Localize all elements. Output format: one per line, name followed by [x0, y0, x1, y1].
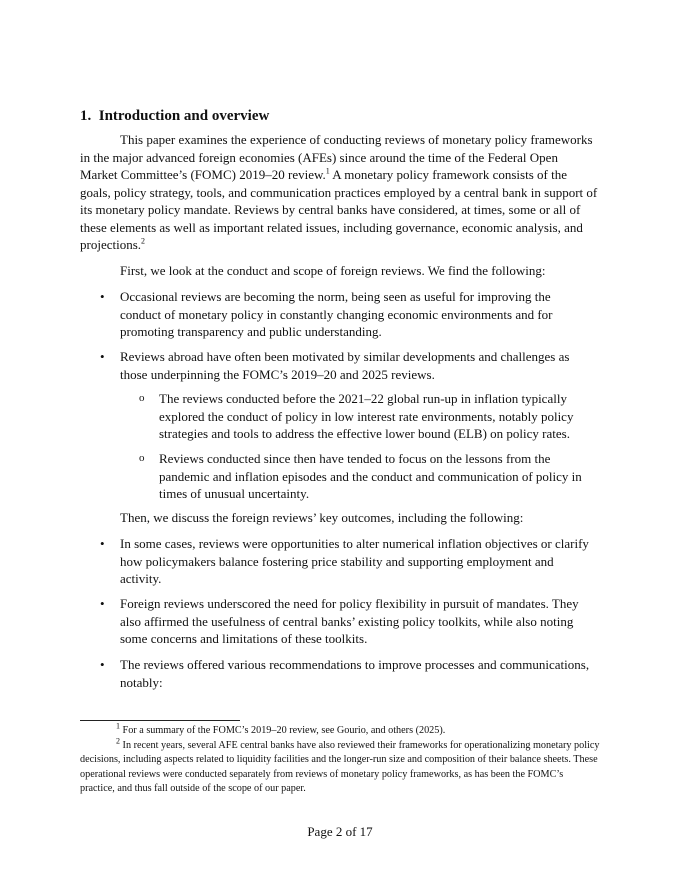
intro-paragraph	[80, 131, 598, 254]
bullet-icon: •	[100, 289, 105, 304]
bullet-icon: •	[100, 596, 105, 611]
bullet-icon: •	[100, 657, 105, 672]
footnote-text: For a summary of the FOMC’s 2019–20 review, see Gourio, and others (2025).	[122, 725, 446, 736]
footnotes	[80, 721, 600, 797]
intro-text: This paper examines the experience of conducting reviews of monetary policy frameworks in the major advanced foreign economies (AFEs) since around the time of the Federal Open Market Committee’s (FOMC) 2019–20 review.	[80, 132, 593, 182]
sub-bullet-text: Reviews conducted since then have tended to focus on the lessons from the pandemic and inflation episodes and the conduct and communication of policy in times of unusual uncertainty.	[159, 451, 582, 501]
section-number: 1.	[80, 108, 92, 124]
bullet-text: The reviews offered various recommendations to improve processes and communications, notably:	[120, 657, 590, 690]
footnote-ref-2[interactable]: 2	[141, 236, 146, 246]
bullet-text: Reviews abroad have often been motivated by similar developments and challenges as those underpinning the FOMC’s 2019–20 and 2025 reviews.	[120, 349, 570, 382]
section-heading	[80, 108, 269, 125]
footnote-number: 1	[116, 721, 120, 731]
bullet-icon: •	[100, 349, 105, 364]
footnote-divider	[80, 720, 240, 721]
bullet-text: Foreign reviews underscored the need for policy flexibility in pursuit of mandates. They also affirmed the usefulness of central banks’ existing policy toolkits, while also noting some concerns and limitations of these toolkits.	[120, 596, 579, 646]
bullet-text: In some cases, reviews were opportunities to alter numerical inflation objectives or clarify how policymakers balance fostering price stability and supporting employment and activity.	[120, 536, 589, 586]
footnote-text: In recent years, several AFE central banks have also reviewed their frameworks for operationalizing monetary policy decisions, including aspects related to liquidity facilities and the longer-run size and composition of their balance sheets. These operational reviews were conducted separately from reviews of monetary policy frameworks, as has been the FOMC’s practice, and thus fall outside of the scope of our paper.	[80, 739, 600, 795]
sub-bullet-icon: o	[139, 452, 145, 464]
intro-text-continued: A monetary policy framework consists of the goals, policy strategy, tools, and communication practices employed by a central bank in support of its monetary policy mandate. Reviews by central banks have considered, at times, some or all of these elements as well as important related issues, including governance, economic analysis, and projections.	[80, 167, 598, 252]
footnote-number: 2	[116, 736, 120, 746]
outcomes-intro-paragraph: Then, we discuss the foreign reviews’ key outcomes, including the following:	[120, 510, 524, 525]
section-title: Introduction and overview	[98, 108, 270, 124]
bullet-icon: •	[100, 536, 105, 551]
sub-bullet-text: The reviews conducted before the 2021–22 global run-up in inflation typically explored the conduct of policy in low interest rate environments, notably policy strategies and tools to address the effective lower bound (ELB) on policy rates.	[159, 391, 574, 441]
footnote-1	[80, 721, 600, 739]
page-number: Page 2 of 17	[307, 824, 373, 839]
footnote-ref-1[interactable]: 1	[325, 166, 330, 176]
conduct-intro-paragraph: First, we look at the conduct and scope of foreign reviews. We find the following:	[120, 263, 546, 278]
bullet-text: Occasional reviews are becoming the norm, being seen as useful for improving the conduct of monetary policy in constantly changing economic environments and for promoting transparency and public understanding.	[120, 289, 553, 339]
sub-bullet-icon: o	[139, 392, 145, 404]
footnote-2	[80, 736, 600, 797]
